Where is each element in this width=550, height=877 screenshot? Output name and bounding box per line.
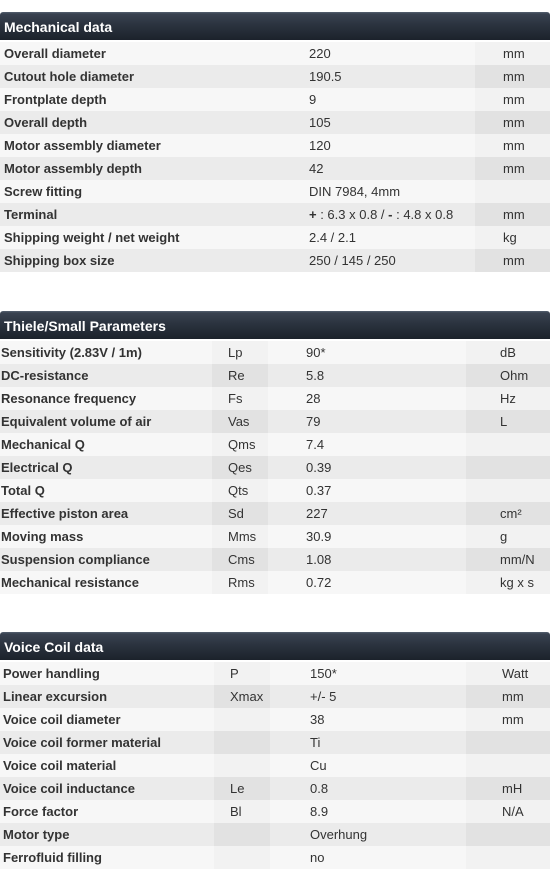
row-label: Voice coil material — [0, 754, 214, 777]
row-unit: mm — [475, 157, 550, 180]
row-unit: kg x s — [466, 571, 550, 594]
row-label: Linear excursion — [0, 685, 214, 708]
row-symbol — [214, 731, 270, 754]
row-unit: mm — [475, 42, 550, 65]
row-label: Motor assembly depth — [0, 157, 305, 180]
section-title: Mechanical data — [0, 12, 550, 40]
table-row — [0, 502, 550, 525]
row-symbol: Bl — [214, 800, 270, 823]
table-row — [0, 777, 550, 800]
row-unit: mm — [475, 249, 550, 272]
row-label: Equivalent volume of air — [0, 410, 212, 433]
row-unit — [466, 754, 550, 777]
row-label: Overall depth — [0, 111, 305, 134]
table-row — [0, 708, 550, 731]
row-unit: Hz — [466, 387, 550, 410]
section-title: Thiele/Small Parameters — [0, 311, 550, 339]
table-row — [0, 823, 550, 846]
table-row — [0, 88, 550, 111]
row-label: Cutout hole diameter — [0, 65, 305, 88]
row-value: 42 — [305, 157, 475, 180]
row-value: 5.8 — [268, 364, 466, 387]
row-symbol: Re — [212, 364, 268, 387]
table-row — [0, 364, 550, 387]
table-row — [0, 134, 550, 157]
row-label: DC-resistance — [0, 364, 212, 387]
row-symbol: Lp — [212, 341, 268, 364]
section-2 — [0, 311, 550, 594]
row-value: 0.8 — [270, 777, 466, 800]
row-symbol: Mms — [212, 525, 268, 548]
row-label: Effective piston area — [0, 502, 212, 525]
row-label: Mechanical Q — [0, 433, 212, 456]
table-row — [0, 731, 550, 754]
row-unit: mm — [475, 111, 550, 134]
table-row — [0, 65, 550, 88]
row-label: Frontplate depth — [0, 88, 305, 111]
row-label: Screw fitting — [0, 180, 305, 203]
row-unit — [466, 846, 550, 869]
row-symbol: Qes — [212, 456, 268, 479]
table-row — [0, 525, 550, 548]
row-label: Shipping weight / net weight — [0, 226, 305, 249]
row-symbol — [214, 708, 270, 731]
table-row — [0, 226, 550, 249]
table-row — [0, 157, 550, 180]
table-row — [0, 456, 550, 479]
row-symbol: Xmax — [214, 685, 270, 708]
row-symbol — [214, 823, 270, 846]
table-row — [0, 249, 550, 272]
table-row — [0, 800, 550, 823]
row-label: Electrical Q — [0, 456, 212, 479]
table-row — [0, 685, 550, 708]
row-value: 9 — [305, 88, 475, 111]
row-label: Mechanical resistance — [0, 571, 212, 594]
row-symbol: Cms — [212, 548, 268, 571]
row-unit: mm — [475, 203, 550, 226]
row-label: Voice coil former material — [0, 731, 214, 754]
row-symbol: Qms — [212, 433, 268, 456]
row-label: Force factor — [0, 800, 214, 823]
table-row — [0, 111, 550, 134]
row-unit — [466, 456, 550, 479]
row-value: 0.37 — [268, 479, 466, 502]
row-unit: mm — [475, 65, 550, 88]
row-symbol: P — [214, 662, 270, 685]
row-label: Ferrofluid filling — [0, 846, 214, 869]
row-symbol: Fs — [212, 387, 268, 410]
row-label: Voice coil inductance — [0, 777, 214, 800]
row-value: 150* — [270, 662, 466, 685]
table-row — [0, 341, 550, 364]
table-row — [0, 479, 550, 502]
row-value: DIN 7984, 4mm — [305, 180, 475, 203]
row-unit: mH — [466, 777, 550, 800]
row-symbol — [214, 754, 270, 777]
row-label: Shipping box size — [0, 249, 305, 272]
row-unit — [466, 479, 550, 502]
row-value: 30.9 — [268, 525, 466, 548]
row-unit: L — [466, 410, 550, 433]
table-row — [0, 410, 550, 433]
row-label: Terminal — [0, 203, 305, 226]
row-unit: dB — [466, 341, 550, 364]
row-value: 2.4 / 2.1 — [305, 226, 475, 249]
row-unit: cm² — [466, 502, 550, 525]
row-unit — [466, 823, 550, 846]
row-value: 120 — [305, 134, 475, 157]
row-value: 28 — [268, 387, 466, 410]
row-symbol: Le — [214, 777, 270, 800]
table-row — [0, 846, 550, 869]
row-value: Overhung — [270, 823, 466, 846]
row-value: no — [270, 846, 466, 869]
table-row — [0, 180, 550, 203]
row-label: Resonance frequency — [0, 387, 212, 410]
row-label: Moving mass — [0, 525, 212, 548]
row-value: +/- 5 — [270, 685, 466, 708]
row-label: Motor assembly diameter — [0, 134, 305, 157]
row-unit: mm — [475, 134, 550, 157]
row-value: 250 / 145 / 250 — [305, 249, 475, 272]
row-symbol — [214, 846, 270, 869]
row-unit — [466, 433, 550, 456]
row-value: 38 — [270, 708, 466, 731]
row-symbol: Sd — [212, 502, 268, 525]
row-unit: Ohm — [466, 364, 550, 387]
row-unit: mm — [466, 708, 550, 731]
row-value: 190.5 — [305, 65, 475, 88]
table-row — [0, 571, 550, 594]
row-unit: mm/N — [466, 548, 550, 571]
row-value: Ti — [270, 731, 466, 754]
row-value: 79 — [268, 410, 466, 433]
section-1 — [0, 12, 550, 272]
row-symbol: Rms — [212, 571, 268, 594]
row-label: Overall diameter — [0, 42, 305, 65]
table-row — [0, 203, 550, 226]
row-value: 105 — [305, 111, 475, 134]
row-value: 1.08 — [268, 548, 466, 571]
row-value: 0.39 — [268, 456, 466, 479]
row-unit — [475, 180, 550, 203]
row-unit: kg — [475, 226, 550, 249]
row-value: 0.72 — [268, 571, 466, 594]
row-unit: mm — [466, 685, 550, 708]
row-value: Cu — [270, 754, 466, 777]
row-symbol: Vas — [212, 410, 268, 433]
table-row — [0, 42, 550, 65]
row-value: 7.4 — [268, 433, 466, 456]
row-symbol: Qts — [212, 479, 268, 502]
row-value: + : 6.3 x 0.8 / - : 4.8 x 0.8 — [305, 203, 475, 226]
row-value: 220 — [305, 42, 475, 65]
table-row — [0, 754, 550, 777]
table-row — [0, 548, 550, 571]
row-label: Motor type — [0, 823, 214, 846]
section-title: Voice Coil data — [0, 632, 550, 660]
table-row — [0, 387, 550, 410]
row-unit: g — [466, 525, 550, 548]
row-unit: N/A — [466, 800, 550, 823]
table-row — [0, 662, 550, 685]
row-unit: mm — [475, 88, 550, 111]
row-value: 8.9 — [270, 800, 466, 823]
row-unit — [466, 731, 550, 754]
row-label: Sensitivity (2.83V / 1m) — [0, 341, 212, 364]
row-label: Voice coil diameter — [0, 708, 214, 731]
row-label: Total Q — [0, 479, 212, 502]
row-label: Suspension compliance — [0, 548, 212, 571]
section-3 — [0, 632, 550, 869]
table-row — [0, 433, 550, 456]
row-value: 90* — [268, 341, 466, 364]
row-unit: Watt — [466, 662, 550, 685]
row-value: 227 — [268, 502, 466, 525]
row-label: Power handling — [0, 662, 214, 685]
